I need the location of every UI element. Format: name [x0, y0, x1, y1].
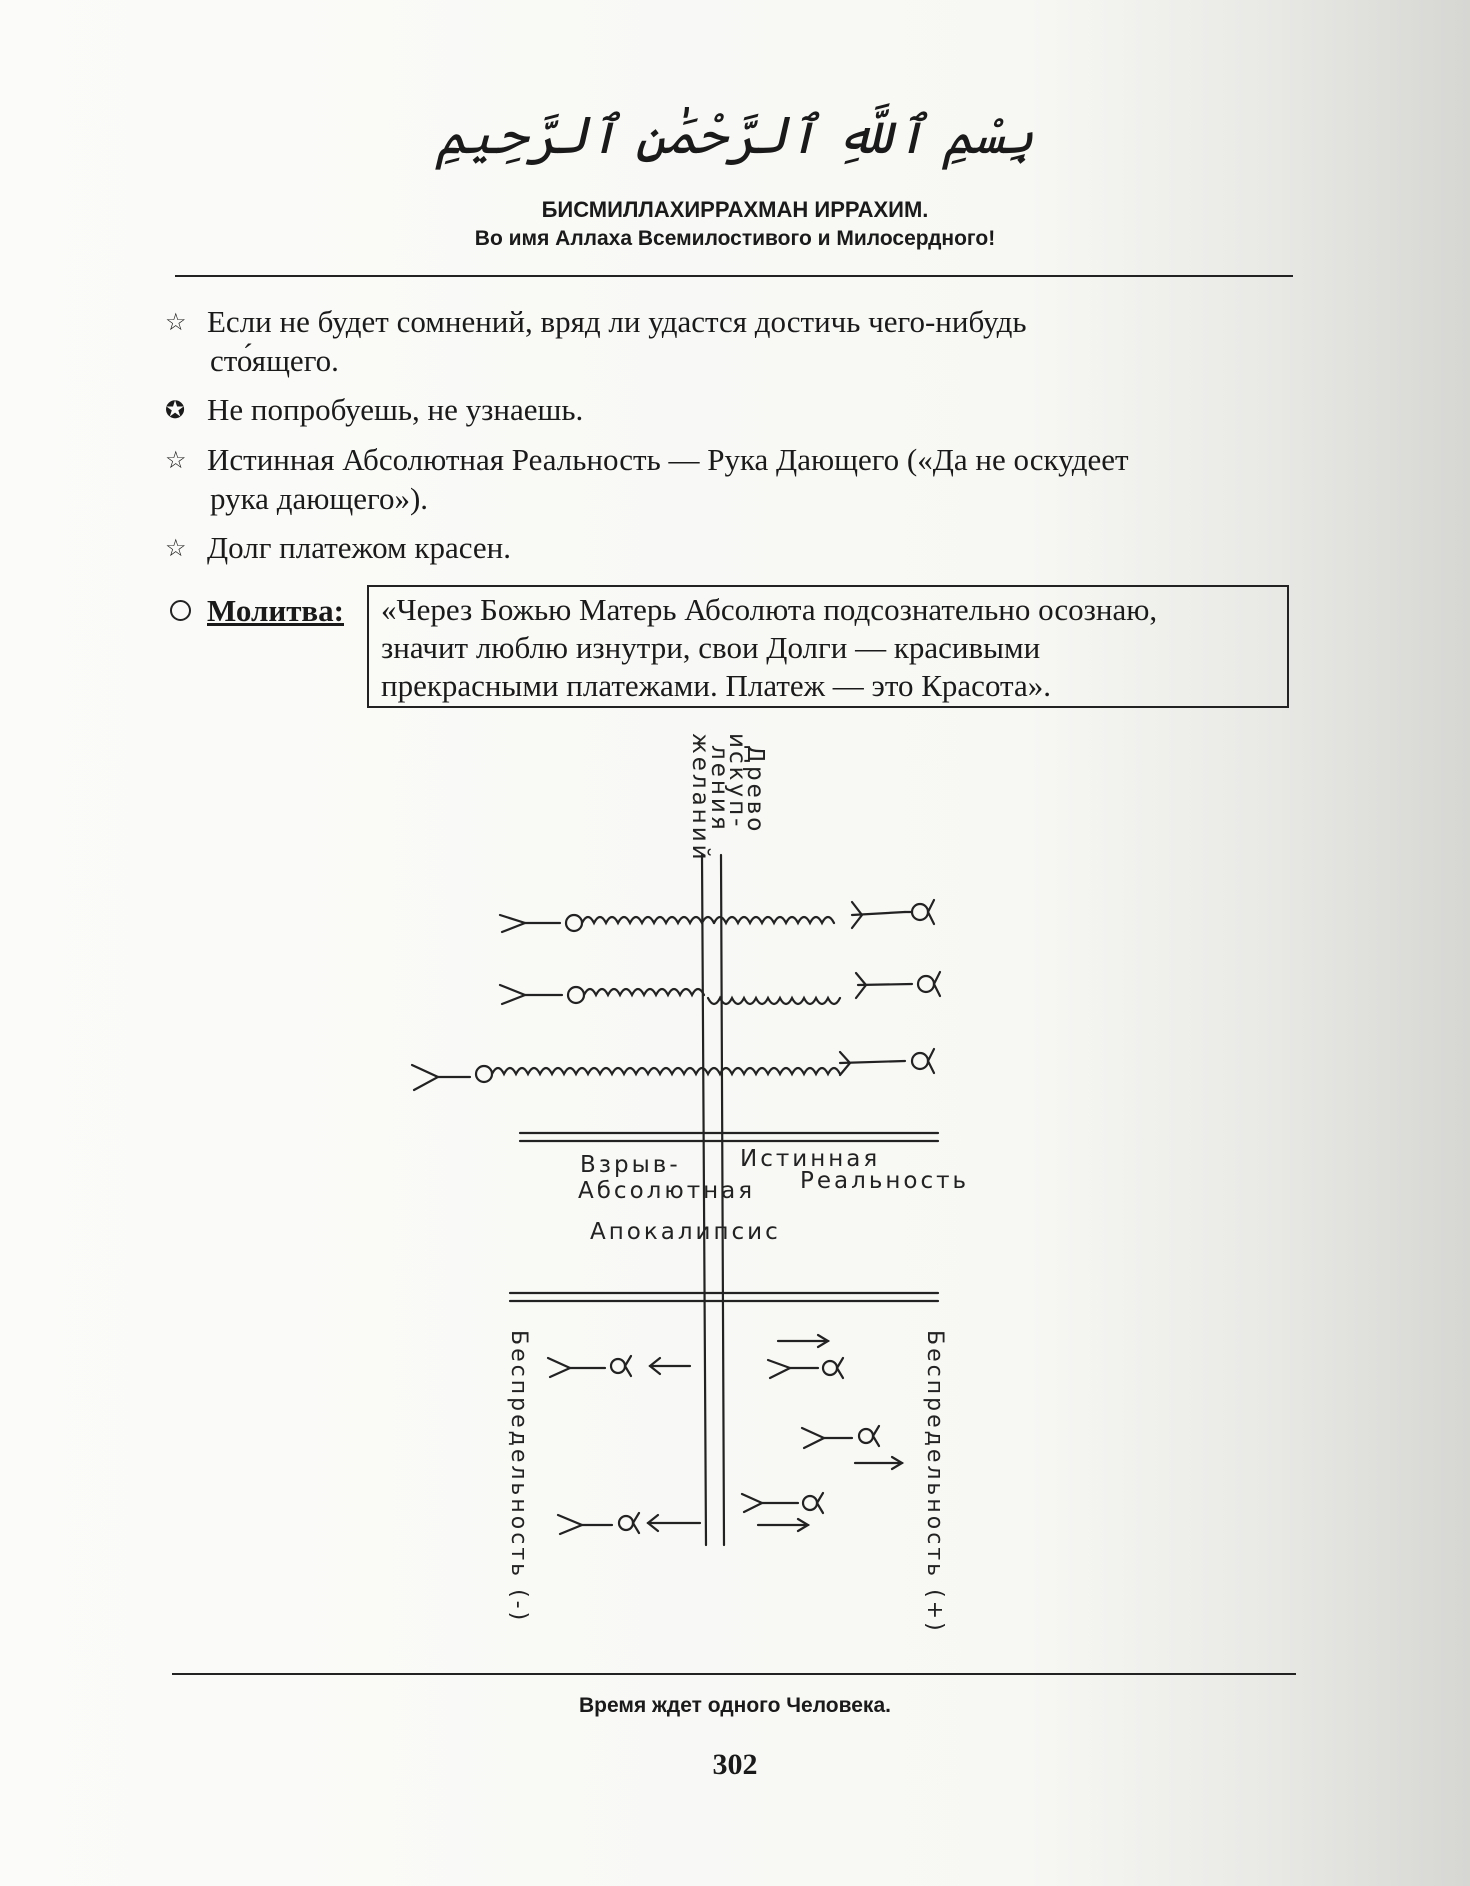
bullet-text-continued: рука дающего»).: [210, 481, 429, 516]
page-number: 302: [712, 1748, 758, 1781]
bullet-text: Если не будет сомнений, вряд ли удастся достичь чего-нибудь: [207, 304, 1027, 339]
bullet-text-continued: сто́ящего.: [210, 343, 339, 378]
header-title: БИСМИЛЛАХИРРАХМАН ИРРАХИМ.: [541, 197, 929, 222]
bullet-text: Не попробуешь, не узнаешь.: [207, 392, 584, 427]
bismillah-arabic-text: بِسْمِ ٱللَّهِ ٱلرَّحْمَٰنِ ٱلرَّحِيمِ: [435, 106, 1035, 166]
lower-right-figure: [802, 1426, 902, 1469]
tree-label-line-4: желаний: [687, 733, 713, 863]
lower-left-figure: [558, 1513, 700, 1534]
bullet-text: Долг платежом красен.: [207, 530, 511, 565]
branch-row-1: [500, 900, 934, 932]
absolute-label: Абсолютная: [578, 1178, 756, 1204]
footer-text: Время ждет одного Человека.: [579, 1694, 891, 1717]
branch-row-3: [412, 1049, 934, 1090]
prayer-line: значит люблю изнутри, свои Долги — красивыми: [381, 630, 1041, 665]
true-label: Истинная: [740, 1146, 881, 1172]
bullet-text: Истинная Абсолютная Реальность — Рука Дающего («Да не оскудеет: [207, 442, 1129, 477]
lower-left-figure: [548, 1356, 690, 1377]
explosion-label: Взрыв-: [580, 1152, 681, 1178]
prayer-label: Молитва:: [207, 593, 344, 628]
footer-divider: [172, 1673, 1296, 1675]
reality-label: Реальность: [800, 1168, 970, 1194]
apocalypse-label: Апокалипсис: [590, 1219, 781, 1245]
lower-right-figure: [742, 1493, 823, 1531]
star-icon: ☆: [165, 536, 187, 562]
header-subtitle: Во имя Аллаха Всемилостивого и Милосердного!: [474, 227, 996, 250]
tree-label-line-2: искуп-: [724, 733, 750, 830]
prayer-line: «Через Божью Матерь Абсолюта подсознательно осознаю,: [381, 592, 1158, 627]
star-icon: ☆: [165, 310, 187, 336]
star-icon: ☆: [165, 448, 187, 474]
lower-right-figure: [768, 1335, 843, 1378]
branch-row-2: [500, 972, 940, 1004]
tree-label-line-1: Древо: [742, 745, 768, 835]
lawless-minus-label: Беспредельность (-): [506, 1330, 531, 1624]
tree-label-line-3: ления: [706, 745, 732, 833]
prayer-line: прекрасными платежами. Платеж — это Красота».: [381, 668, 1051, 703]
lawless-plus-label: Беспредельность (+): [922, 1330, 947, 1634]
circled-star-icon: ✪: [165, 398, 186, 424]
